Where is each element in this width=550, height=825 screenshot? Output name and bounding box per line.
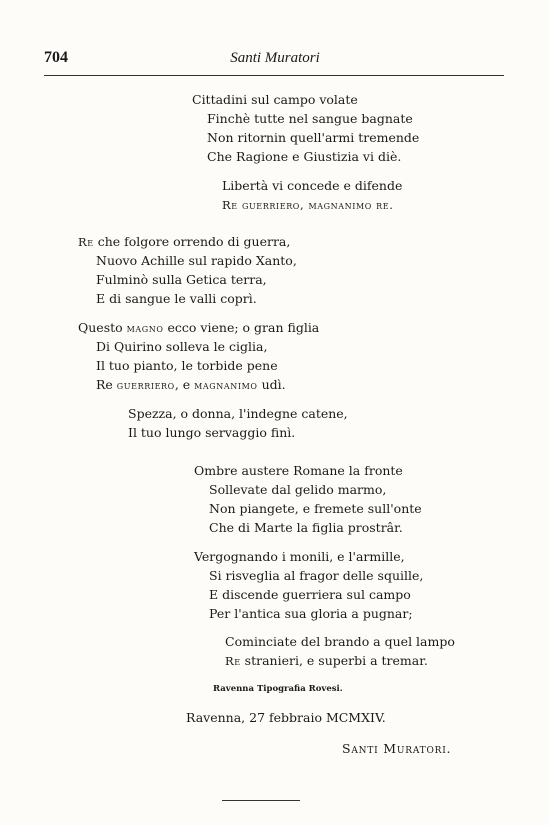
verse-line: Il tuo pianto, le torbide pene bbox=[96, 358, 278, 373]
refrain-line: Libertà vi concede e difende bbox=[222, 178, 403, 193]
dateline: Ravenna, 27 febbraio MCMXIV. bbox=[186, 710, 386, 725]
refrain-word-re: Re bbox=[222, 198, 242, 212]
verse-line: Nuovo Achille sul rapido Xanto, bbox=[96, 253, 297, 268]
verse-line bbox=[78, 234, 290, 250]
verse-text: Questo bbox=[78, 320, 127, 335]
refrain-line: Spezza, o donna, l'indegne catene, bbox=[128, 406, 348, 421]
verse-line bbox=[96, 377, 286, 393]
initial-word: Re bbox=[78, 235, 94, 249]
printer-imprint: Ravenna Tipografia Rovesi. bbox=[213, 684, 343, 694]
verse-line: Non ritornin quell'armi tremende bbox=[207, 130, 420, 145]
verse-line: Vergognando i monili, e l'armille, bbox=[194, 549, 405, 564]
verse-smallcaps: guerriero bbox=[116, 378, 175, 392]
verse-text: udì. bbox=[257, 377, 286, 392]
refrain-line bbox=[225, 653, 428, 669]
verse-smallcaps: magno bbox=[126, 321, 164, 335]
verse-text: Re bbox=[96, 377, 117, 392]
verse-line: Per l'antica sua gloria a pugnar; bbox=[209, 606, 413, 621]
verse-line: Finchè tutte nel sangue bagnate bbox=[207, 111, 413, 126]
verse-line: E di sangue le valli coprì. bbox=[96, 291, 257, 306]
verse-line: Cittadini sul campo volate bbox=[192, 92, 358, 107]
footer-rule bbox=[222, 800, 300, 801]
verse-line: Fulminò sulla Getica terra, bbox=[96, 272, 267, 287]
verse-line: Si risveglia al fragor delle squille, bbox=[209, 568, 424, 583]
header-rule bbox=[44, 75, 504, 76]
verse-line: Non piangete, e fremete sull'onte bbox=[209, 501, 422, 516]
refrain-word-re: Re bbox=[225, 654, 241, 668]
running-title: Santi Muratori bbox=[230, 50, 320, 66]
verse-line: Sollevate dal gelido marmo, bbox=[209, 482, 387, 497]
verse-line bbox=[78, 320, 319, 336]
verse-line: Che Ragione e Giustizia vi diè. bbox=[207, 149, 402, 164]
page-number: 704 bbox=[44, 49, 68, 66]
verse-line: E discende guerriera sul campo bbox=[209, 587, 411, 602]
verse-text: ecco viene; o gran figlia bbox=[163, 320, 320, 335]
verse-text: , e bbox=[174, 377, 195, 392]
author-signature: Santi Muratori. bbox=[342, 741, 452, 756]
refrain-text: stranieri, e superbi a tremar. bbox=[240, 653, 428, 668]
verse-line: Ombre austere Romane la fronte bbox=[194, 463, 403, 478]
refrain-line: Il tuo lungo servaggio finì. bbox=[128, 425, 296, 440]
verse-smallcaps: magnanimo bbox=[194, 378, 258, 392]
verse-text: che folgore orrendo di guerra, bbox=[97, 234, 291, 249]
refrain-line: Cominciate del brando a quel lampo bbox=[225, 634, 455, 649]
refrain-line bbox=[222, 197, 394, 213]
verse-line: Che di Marte la figlia prostrâr. bbox=[209, 520, 403, 535]
verse-line: Di Quirino solleva le ciglia, bbox=[96, 339, 268, 354]
refrain-epithet: guerriero, magnanimo re. bbox=[241, 198, 394, 212]
